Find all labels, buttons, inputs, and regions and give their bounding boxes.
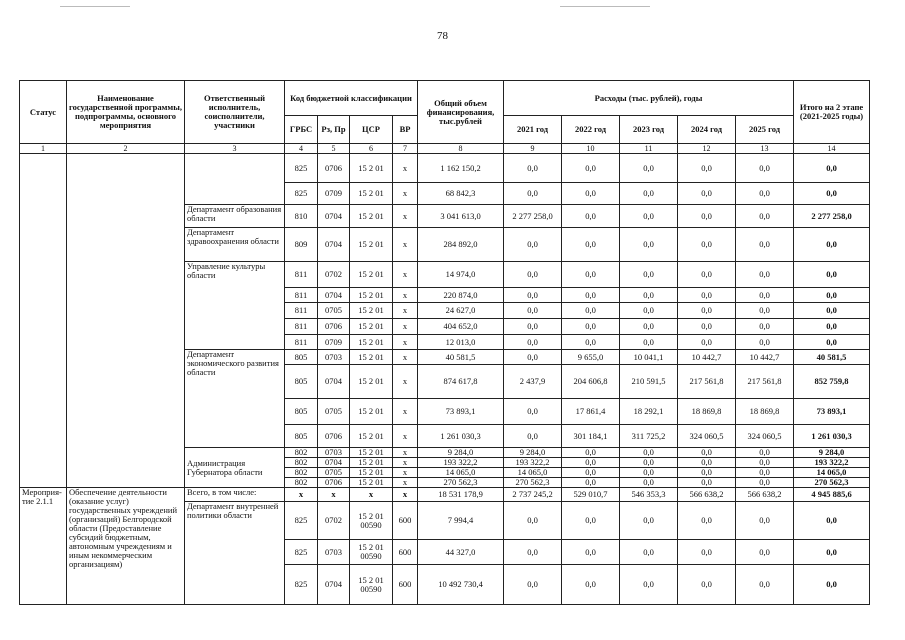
cell-rzpr: 0703 xyxy=(318,350,350,365)
cell-2025: 0,0 xyxy=(736,183,794,205)
cell-2022: 0,0 xyxy=(562,288,620,303)
cell-csr: 15 2 01 xyxy=(350,365,393,399)
cell-2024: 0,0 xyxy=(678,183,736,205)
cell-rzpr: 0706 xyxy=(318,154,350,183)
executor-education: Департамент образования области xyxy=(185,205,285,228)
cell-2022: 0,0 xyxy=(562,540,620,565)
cell-2022: 0,0 xyxy=(562,565,620,605)
cell-vr: х xyxy=(393,488,418,502)
cell-total: 1 261 030,3 xyxy=(418,425,504,448)
cell-2021: 0,0 xyxy=(504,502,562,540)
cell-2024: 0,0 xyxy=(678,335,736,350)
name-cell-empty xyxy=(67,154,185,488)
cell-csr: 15 2 01 00590 xyxy=(350,502,393,540)
cell-2023: 10 041,1 xyxy=(620,350,678,365)
cell-2025: 0,0 xyxy=(736,228,794,262)
cell-total: 40 581,5 xyxy=(418,350,504,365)
cell-rzpr: 0705 xyxy=(318,303,350,319)
col-number: 7 xyxy=(393,144,418,154)
cell-rzpr: 0705 xyxy=(318,399,350,425)
cell-vr: х xyxy=(393,448,418,458)
cell-itogo: 0,0 xyxy=(794,540,870,565)
cell-vr: х xyxy=(393,468,418,478)
cell-csr: 15 2 01 00590 xyxy=(350,540,393,565)
col-number: 11 xyxy=(620,144,678,154)
cell-vr: 600 xyxy=(393,502,418,540)
cell-2025: 566 638,2 xyxy=(736,488,794,502)
cell-2021: 0,0 xyxy=(504,319,562,335)
cell-2025: 217 561,8 xyxy=(736,365,794,399)
header-grbs: ГРБС xyxy=(285,116,318,144)
cell-itogo: 0,0 xyxy=(794,262,870,288)
header-name: Наименование государственной программы, подпрограммы, основного мероприятия xyxy=(67,81,185,144)
cell-csr: 15 2 01 xyxy=(350,303,393,319)
cell-itogo: 0,0 xyxy=(794,154,870,183)
cell-itogo: 0,0 xyxy=(794,319,870,335)
cell-2022: 17 861,4 xyxy=(562,399,620,425)
header-executor: Ответственный исполнитель, соисполнители, участники xyxy=(185,81,285,144)
cell-itogo: 270 562,3 xyxy=(794,478,870,488)
event-name: Обеспечение деятельности (оказание услуг) государственных учреждений (организаций) Белгородской области (Предоставление субсидий бюджетным, автономным учреждениям и иным некоммерческим организациям) xyxy=(67,488,185,605)
cell-rzpr: 0706 xyxy=(318,319,350,335)
cell-rzpr: х xyxy=(318,488,350,502)
header-budget-code: Код бюджетной классификации xyxy=(285,81,418,116)
cell-2022: 0,0 xyxy=(562,262,620,288)
cell-2021: 193 322,2 xyxy=(504,458,562,468)
cell-2025: 0,0 xyxy=(736,458,794,468)
cell-2023: 0,0 xyxy=(620,183,678,205)
cell-total: 18 531 178,9 xyxy=(418,488,504,502)
header-2024: 2024 год xyxy=(678,116,736,144)
cell-csr: 15 2 01 xyxy=(350,288,393,303)
executor-admin: Администрация Губернатора области xyxy=(185,448,285,488)
cell-total: 10 492 730,4 xyxy=(418,565,504,605)
cell-2021: 0,0 xyxy=(504,565,562,605)
cell-rzpr: 0703 xyxy=(318,540,350,565)
cell-rzpr: 0704 xyxy=(318,565,350,605)
cell-itogo: 0,0 xyxy=(794,565,870,605)
executor-cell-empty xyxy=(185,154,285,205)
cell-total: 3 041 613,0 xyxy=(418,205,504,228)
cell-grbs: 811 xyxy=(285,288,318,303)
cell-grbs: 809 xyxy=(285,228,318,262)
cell-total: 14 065,0 xyxy=(418,468,504,478)
cell-2023: 0,0 xyxy=(620,468,678,478)
cell-rzpr: 0704 xyxy=(318,458,350,468)
col-number: 12 xyxy=(678,144,736,154)
cell-2023: 0,0 xyxy=(620,458,678,468)
cell-rzpr: 0709 xyxy=(318,335,350,350)
cell-2024: 0,0 xyxy=(678,478,736,488)
cell-vr: х xyxy=(393,399,418,425)
cell-2021: 0,0 xyxy=(504,399,562,425)
cell-vr: х xyxy=(393,365,418,399)
cell-grbs: 811 xyxy=(285,335,318,350)
cell-2025: 0,0 xyxy=(736,468,794,478)
header-csr: ЦСР xyxy=(350,116,393,144)
cell-2023: 0,0 xyxy=(620,205,678,228)
cell-2023: 0,0 xyxy=(620,303,678,319)
cell-vr: х xyxy=(393,303,418,319)
cell-total: 874 617,8 xyxy=(418,365,504,399)
cell-csr: 15 2 01 xyxy=(350,350,393,365)
cell-grbs: 825 xyxy=(285,502,318,540)
cell-itogo: 73 893,1 xyxy=(794,399,870,425)
cell-2021: 0,0 xyxy=(504,425,562,448)
cell-itogo: 2 277 258,0 xyxy=(794,205,870,228)
cell-2021: 0,0 xyxy=(504,288,562,303)
col-number: 10 xyxy=(562,144,620,154)
cell-grbs: 805 xyxy=(285,425,318,448)
cell-rzpr: 0702 xyxy=(318,262,350,288)
status-cell-empty xyxy=(20,154,67,488)
cell-itogo: 0,0 xyxy=(794,303,870,319)
cell-vr: х xyxy=(393,183,418,205)
cell-2022: 0,0 xyxy=(562,502,620,540)
cell-2022: 204 606,8 xyxy=(562,365,620,399)
cell-2021: 0,0 xyxy=(504,335,562,350)
cell-2021: 14 065,0 xyxy=(504,468,562,478)
cell-2024: 0,0 xyxy=(678,262,736,288)
col-number: 5 xyxy=(318,144,350,154)
cell-2025: 0,0 xyxy=(736,205,794,228)
header-itogo: Итого на 2 этапе (2021-2025 годы) xyxy=(794,81,870,144)
cell-itogo: 193 322,2 xyxy=(794,458,870,468)
header-expenses: Расходы (тыс. рублей), годы xyxy=(504,81,794,116)
cell-total: 44 327,0 xyxy=(418,540,504,565)
cell-2024: 0,0 xyxy=(678,205,736,228)
cell-grbs: х xyxy=(285,488,318,502)
cell-2024: 18 869,8 xyxy=(678,399,736,425)
cell-vr: 600 xyxy=(393,540,418,565)
cell-vr: х xyxy=(393,335,418,350)
cell-2024: 0,0 xyxy=(678,502,736,540)
cell-total: 73 893,1 xyxy=(418,399,504,425)
cell-2025: 0,0 xyxy=(736,502,794,540)
header-2022: 2022 год xyxy=(562,116,620,144)
cell-csr: 15 2 01 xyxy=(350,335,393,350)
cell-2021: 2 437,9 xyxy=(504,365,562,399)
budget-table xyxy=(19,80,870,605)
cell-2023: 18 292,1 xyxy=(620,399,678,425)
header-2021: 2021 год xyxy=(504,116,562,144)
cell-2025: 10 442,7 xyxy=(736,350,794,365)
cell-2022: 0,0 xyxy=(562,228,620,262)
cell-2022: 0,0 xyxy=(562,205,620,228)
cell-csr: х xyxy=(350,488,393,502)
cell-itogo: 9 284,0 xyxy=(794,448,870,458)
cell-vr: х xyxy=(393,425,418,448)
cell-grbs: 811 xyxy=(285,262,318,288)
cell-2024: 217 561,8 xyxy=(678,365,736,399)
cell-2025: 0,0 xyxy=(736,154,794,183)
cell-2024: 0,0 xyxy=(678,468,736,478)
cell-csr: 15 2 01 xyxy=(350,154,393,183)
cell-2021: 0,0 xyxy=(504,350,562,365)
cell-rzpr: 0705 xyxy=(318,468,350,478)
cell-2023: 0,0 xyxy=(620,262,678,288)
cell-2021: 9 284,0 xyxy=(504,448,562,458)
cell-2025: 0,0 xyxy=(736,262,794,288)
table-row xyxy=(20,488,870,502)
cell-2023: 0,0 xyxy=(620,154,678,183)
cell-rzpr: 0709 xyxy=(318,183,350,205)
cell-2023: 0,0 xyxy=(620,228,678,262)
cell-total: 404 652,0 xyxy=(418,319,504,335)
cell-itogo: 14 065,0 xyxy=(794,468,870,478)
cell-2021: 0,0 xyxy=(504,262,562,288)
cell-2025: 0,0 xyxy=(736,478,794,488)
cell-grbs: 802 xyxy=(285,458,318,468)
cell-2025: 18 869,8 xyxy=(736,399,794,425)
cell-2022: 0,0 xyxy=(562,468,620,478)
cell-csr: 15 2 01 xyxy=(350,228,393,262)
cell-2022: 529 010,7 xyxy=(562,488,620,502)
cell-grbs: 825 xyxy=(285,565,318,605)
cell-2021: 2 277 258,0 xyxy=(504,205,562,228)
cell-total: 68 842,3 xyxy=(418,183,504,205)
cell-rzpr: 0703 xyxy=(318,448,350,458)
cell-2022: 0,0 xyxy=(562,319,620,335)
cell-2022: 0,0 xyxy=(562,335,620,350)
executor-economy: Департамент экономического развития области xyxy=(185,350,285,448)
cell-total: 270 562,3 xyxy=(418,478,504,488)
scan-artifact xyxy=(560,6,650,7)
event-total-label: Всего, в том числе: xyxy=(185,488,285,502)
cell-itogo: 0,0 xyxy=(794,288,870,303)
cell-2023: 546 353,3 xyxy=(620,488,678,502)
header-rzpr: Рз, Пр xyxy=(318,116,350,144)
scan-artifact xyxy=(60,6,130,7)
header-vr: ВР xyxy=(393,116,418,144)
cell-2024: 0,0 xyxy=(678,565,736,605)
page-number: 78 xyxy=(437,30,448,42)
cell-total: 14 974,0 xyxy=(418,262,504,288)
event-status: Мероприя-тие 2.1.1 xyxy=(20,488,67,605)
cell-grbs: 802 xyxy=(285,468,318,478)
cell-itogo: 4 945 885,6 xyxy=(794,488,870,502)
cell-grbs: 802 xyxy=(285,448,318,458)
cell-2022: 0,0 xyxy=(562,303,620,319)
cell-total: 24 627,0 xyxy=(418,303,504,319)
cell-vr: х xyxy=(393,154,418,183)
cell-2025: 0,0 xyxy=(736,303,794,319)
cell-grbs: 805 xyxy=(285,365,318,399)
cell-2024: 0,0 xyxy=(678,303,736,319)
cell-rzpr: 0704 xyxy=(318,365,350,399)
cell-2023: 0,0 xyxy=(620,448,678,458)
cell-grbs: 811 xyxy=(285,303,318,319)
cell-csr: 15 2 01 xyxy=(350,425,393,448)
cell-2025: 0,0 xyxy=(736,319,794,335)
cell-2022: 9 655,0 xyxy=(562,350,620,365)
cell-2021: 2 737 245,2 xyxy=(504,488,562,502)
cell-vr: х xyxy=(393,228,418,262)
cell-2023: 0,0 xyxy=(620,565,678,605)
cell-2022: 301 184,1 xyxy=(562,425,620,448)
executor-health: Департамент здравоохранения области xyxy=(185,228,285,262)
cell-csr: 15 2 01 xyxy=(350,468,393,478)
cell-rzpr: 0706 xyxy=(318,478,350,488)
cell-2025: 0,0 xyxy=(736,540,794,565)
cell-csr: 15 2 01 xyxy=(350,319,393,335)
cell-2021: 0,0 xyxy=(504,540,562,565)
cell-2022: 0,0 xyxy=(562,478,620,488)
header-2023: 2023 год xyxy=(620,116,678,144)
cell-2024: 0,0 xyxy=(678,319,736,335)
cell-2025: 0,0 xyxy=(736,288,794,303)
cell-2021: 0,0 xyxy=(504,183,562,205)
col-number: 2 xyxy=(67,144,185,154)
cell-rzpr: 0704 xyxy=(318,288,350,303)
cell-2024: 0,0 xyxy=(678,448,736,458)
cell-2023: 0,0 xyxy=(620,502,678,540)
cell-csr: 15 2 01 xyxy=(350,478,393,488)
cell-csr: 15 2 01 00590 xyxy=(350,565,393,605)
cell-csr: 15 2 01 xyxy=(350,183,393,205)
cell-vr: х xyxy=(393,478,418,488)
cell-2022: 0,0 xyxy=(562,448,620,458)
col-number: 4 xyxy=(285,144,318,154)
cell-2022: 0,0 xyxy=(562,458,620,468)
header-2025: 2025 год xyxy=(736,116,794,144)
cell-2024: 0,0 xyxy=(678,228,736,262)
cell-grbs: 825 xyxy=(285,183,318,205)
cell-2024: 10 442,7 xyxy=(678,350,736,365)
cell-grbs: 811 xyxy=(285,319,318,335)
cell-rzpr: 0702 xyxy=(318,502,350,540)
cell-2023: 0,0 xyxy=(620,540,678,565)
cell-2024: 324 060,5 xyxy=(678,425,736,448)
cell-vr: х xyxy=(393,319,418,335)
executor-internal: Департамент внутренней политики области xyxy=(185,502,285,605)
cell-csr: 15 2 01 xyxy=(350,448,393,458)
cell-csr: 15 2 01 xyxy=(350,458,393,468)
cell-grbs: 805 xyxy=(285,399,318,425)
cell-2023: 0,0 xyxy=(620,478,678,488)
cell-grbs: 810 xyxy=(285,205,318,228)
cell-itogo: 0,0 xyxy=(794,228,870,262)
executor-culture: Управление культуры области xyxy=(185,262,285,350)
cell-2024: 0,0 xyxy=(678,288,736,303)
cell-total: 9 284,0 xyxy=(418,448,504,458)
cell-2021: 270 562,3 xyxy=(504,478,562,488)
cell-vr: 600 xyxy=(393,565,418,605)
cell-2021: 0,0 xyxy=(504,303,562,319)
cell-rzpr: 0704 xyxy=(318,205,350,228)
cell-itogo: 1 261 030,3 xyxy=(794,425,870,448)
cell-2021: 0,0 xyxy=(504,154,562,183)
col-number: 6 xyxy=(350,144,393,154)
cell-itogo: 40 581,5 xyxy=(794,350,870,365)
cell-itogo: 0,0 xyxy=(794,183,870,205)
cell-2023: 0,0 xyxy=(620,335,678,350)
cell-csr: 15 2 01 xyxy=(350,399,393,425)
cell-2023: 0,0 xyxy=(620,288,678,303)
col-number: 3 xyxy=(185,144,285,154)
cell-2022: 0,0 xyxy=(562,183,620,205)
cell-2022: 0,0 xyxy=(562,154,620,183)
cell-vr: х xyxy=(393,262,418,288)
cell-grbs: 805 xyxy=(285,350,318,365)
col-number: 9 xyxy=(504,144,562,154)
cell-2023: 0,0 xyxy=(620,319,678,335)
cell-grbs: 802 xyxy=(285,478,318,488)
cell-grbs: 825 xyxy=(285,540,318,565)
cell-2024: 0,0 xyxy=(678,458,736,468)
header-total: Общий объем финансирования, тыс.рублей xyxy=(418,81,504,144)
cell-total: 284 892,0 xyxy=(418,228,504,262)
cell-total: 193 322,2 xyxy=(418,458,504,468)
table-row xyxy=(20,154,870,183)
cell-2024: 566 638,2 xyxy=(678,488,736,502)
cell-total: 220 874,0 xyxy=(418,288,504,303)
cell-total: 1 162 150,2 xyxy=(418,154,504,183)
cell-total: 7 994,4 xyxy=(418,502,504,540)
col-number: 14 xyxy=(794,144,870,154)
cell-rzpr: 0706 xyxy=(318,425,350,448)
cell-rzpr: 0704 xyxy=(318,228,350,262)
cell-2025: 0,0 xyxy=(736,448,794,458)
cell-2025: 0,0 xyxy=(736,335,794,350)
cell-grbs: 825 xyxy=(285,154,318,183)
cell-csr: 15 2 01 xyxy=(350,205,393,228)
cell-vr: х xyxy=(393,288,418,303)
cell-vr: х xyxy=(393,350,418,365)
cell-itogo: 0,0 xyxy=(794,335,870,350)
cell-2024: 0,0 xyxy=(678,540,736,565)
col-number: 8 xyxy=(418,144,504,154)
cell-2025: 0,0 xyxy=(736,565,794,605)
col-number: 1 xyxy=(20,144,67,154)
cell-itogo: 852 759,8 xyxy=(794,365,870,399)
cell-csr: 15 2 01 xyxy=(350,262,393,288)
col-number: 13 xyxy=(736,144,794,154)
cell-2021: 0,0 xyxy=(504,228,562,262)
header-status: Статус xyxy=(20,81,67,144)
cell-2025: 324 060,5 xyxy=(736,425,794,448)
cell-vr: х xyxy=(393,205,418,228)
column-number-row xyxy=(20,144,870,154)
cell-2024: 0,0 xyxy=(678,154,736,183)
cell-vr: х xyxy=(393,458,418,468)
cell-total: 12 013,0 xyxy=(418,335,504,350)
cell-2023: 210 591,5 xyxy=(620,365,678,399)
cell-2023: 311 725,2 xyxy=(620,425,678,448)
cell-itogo: 0,0 xyxy=(794,502,870,540)
